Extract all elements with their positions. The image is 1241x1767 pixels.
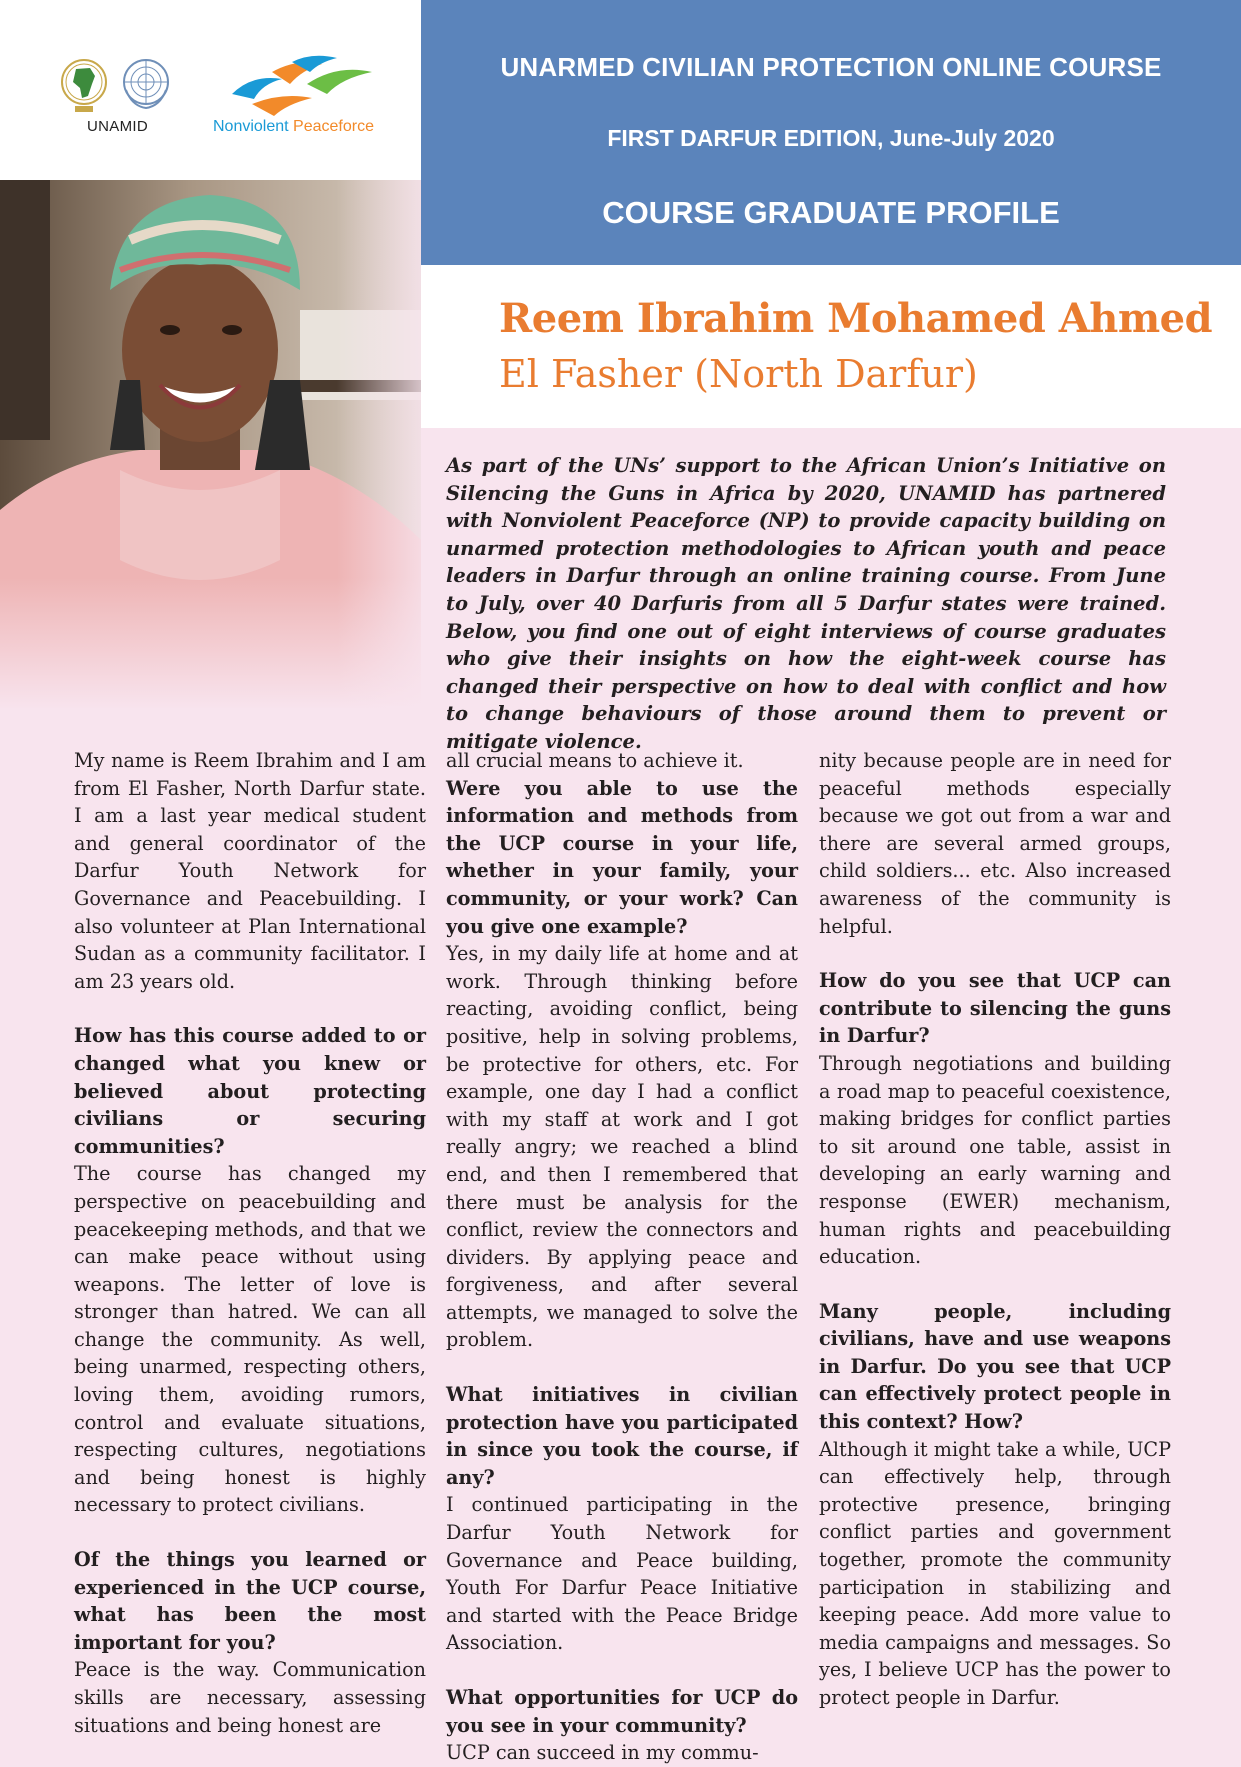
course-title: UNARMED CIVILIAN PROTECTION ONLINE COURSE [500, 52, 1162, 82]
nonviolent-peaceforce-label: Nonviolent Peaceforce [213, 118, 374, 135]
logo-area [0, 0, 421, 180]
article-column-1 [74, 747, 426, 1739]
answer-7: Although it might take a while, UCP can effectively help, through protective presence, bringing conflict parties and government together, promote the community participation in stabilizing and keeping peace. Add more value to media campaigns and messages. So yes, I believe UCP has the power to protect people in Darfur. [819, 1437, 1171, 1709]
bio-paragraph: My name is Reem Ibrahim and I am from El Fasher, North Darfur state. I am a last year medical student and general coordinator of the Darfur Youth Network for Governance and Peacebuilding. I also volunteer at Plan International Sudan as a community facilitator. I am 23 years old. [74, 749, 426, 993]
answer-6: Through negotiations and building a road map to peaceful coexistence, making bridges for conflict parties to sit around one table, assist in developing an early warning and response (EWER) mechanism, human rights and peacebuilding education. [819, 1051, 1171, 1269]
question-4: What initiatives in civilian protection have you participated in since you took the course, if any? [446, 1383, 798, 1489]
name-area [421, 265, 1241, 428]
answer-2-start: Peace is the way. Communication skills are necessary, assessing situations and being honest are [74, 1658, 426, 1737]
answer-4: I continued participating in the Darfur Youth Network for Governance and Peace building, Youth For Darfur Peace Initiative and started with the Peace Bridge Association. [446, 1493, 798, 1655]
unamid-label: UNAMID [87, 118, 148, 135]
article-column-2 [446, 747, 798, 1767]
answer-1: The course has changed my perspective on peacebuilding and peacekeeping methods, and that we can make peace without using weapons. The letter of love is stronger than hatred. We can all change the community. As well, being unarmed, respecting others, loving them, avoiding rumors, control and evaluate situations, respecting cultures, negotiations and being honest is highly necessary to protect civilians. [74, 1162, 426, 1517]
question-3: Were you able to use the information and methods from the UCP course in your life, whether in your family, your community, or your work? Can you give one example? [446, 776, 798, 938]
question-7: Many people, including civilians, have and use weapons in Darfur. Do you see that UCP can effectively protect people in this context? How? [819, 1299, 1171, 1434]
answer-5-end: nity because people are in need for peaceful methods especially because we got out from a war and there are several armed groups, child soldiers... etc. Also increased awareness of the community is helpful. [819, 749, 1171, 938]
person-location: El Fasher (North Darfur) [499, 352, 978, 396]
question-2: Of the things you learned or experienced in the UCP course, what has been the most important for you? [74, 1548, 426, 1654]
question-6: How do you see that UCP can contribute to silencing the guns in Darfur? [819, 969, 1171, 1048]
question-5: What opportunities for UCP do you see in your community? [446, 1686, 798, 1737]
answer-3: Yes, in my daily life at home and at work. Through thinking before reacting, avoiding conflict, being positive, help in solving problems, be protective for others, etc. For example, one day I had a conflict with my staff at work and I got really angry; we reached a blind end, and then I remembered that there must be analysis for the conflict, review the connectors and dividers. By applying peace and forgiveness, and after several attempts, we managed to solve the problem. [446, 942, 798, 1352]
profile-heading: COURSE GRADUATE PROFILE [602, 195, 1060, 230]
header-band [421, 0, 1241, 265]
profile-photo [0, 180, 421, 710]
edition-line: FIRST DARFUR EDITION, June-July 2020 [607, 125, 1055, 151]
intro-paragraph: As part of the UNs’ support to the African Union’s Initiative on Silencing the Guns in Africa by 2020, UNAMID has partnered with Nonviolent Peaceforce (NP) to provide capacity building on unarmed protection methodologies to African youth and peace leaders in Darfur through an online training course. From June to July, over 40 Darfuris from all 5 Darfur states were trained. Below, you find one out of eight interviews of course graduates who give their insights on how the eight-week course has changed their perspective on how to deal with conflict and how to change behaviours of those around them to prevent or mitigate violence. [446, 454, 1166, 753]
answer-5-start: UCP can succeed in my commu- [446, 1741, 759, 1765]
question-1: How has this course added to or changed what you knew or believed about protecting civilians or securing communities? [74, 1024, 426, 1158]
article-column-3 [819, 747, 1171, 1712]
person-name: Reem Ibrahim Mohamed Ahmed [499, 295, 1213, 342]
answer-2-end: all crucial means to achieve it. [446, 749, 744, 772]
